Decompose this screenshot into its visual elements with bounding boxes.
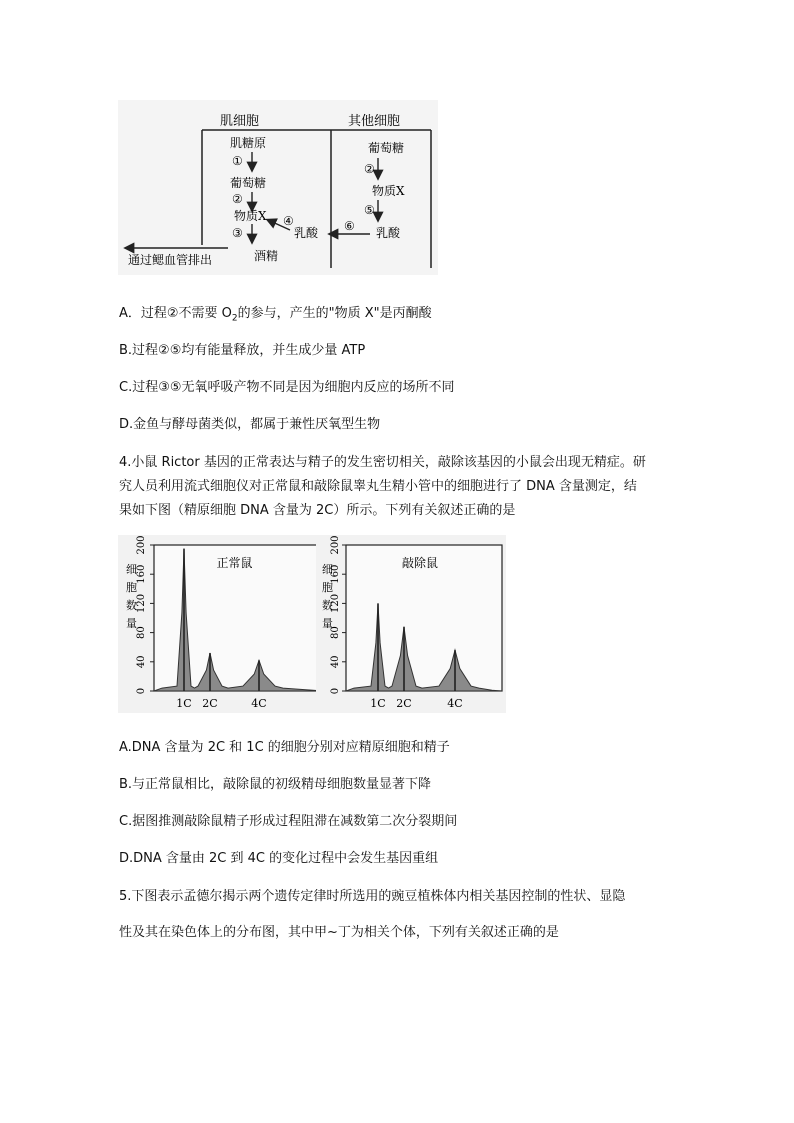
lactate-right-label: 乳酸 — [376, 226, 401, 240]
y-axis-label-char: 胞 — [322, 581, 333, 594]
y-axis-label-char: 细 — [322, 563, 333, 576]
x-tick-label: 4C — [447, 697, 463, 710]
q5-stem-line1: 5.下图表示孟德尔揭示两个遗传定律时所选用的豌豆植株体内相关基因控制的性状、显隐 — [119, 889, 626, 904]
y-tick-label: 40 — [330, 655, 341, 669]
chart-title: 正常鼠 — [216, 556, 253, 570]
y-tick-label: 120 — [330, 593, 341, 613]
chart-knockout-mouse — [316, 535, 506, 713]
step6-label: ⑥ — [344, 219, 355, 233]
y-axis-label-char: 量 — [126, 617, 137, 630]
chart-normal-mouse — [118, 535, 328, 713]
glucose-right-label: 葡萄糖 — [368, 141, 405, 155]
chart-knockout-mouse-svg — [316, 535, 506, 713]
step3-label: ③ — [232, 226, 243, 240]
chart-title: 敲除鼠 — [401, 556, 439, 570]
y-tick-label: 40 — [136, 655, 147, 669]
y-axis-label-char: 量 — [322, 617, 333, 630]
q4-stem-line2: 究人员利用流式细胞仪对正常鼠和敲除鼠睾丸生精小管中的细胞进行了 DNA 含量测定，结 — [119, 479, 637, 494]
x-tick-label: 4C — [251, 697, 267, 710]
metabolism-diagram-svg — [118, 100, 438, 275]
lactate-left-label: 乳酸 — [294, 226, 319, 240]
exit-label: 通过鳃血管排出 — [128, 253, 213, 267]
step2-left-label: ② — [232, 192, 243, 206]
chart-normal-mouse-svg — [118, 535, 328, 713]
y-tick-label: 0 — [136, 687, 147, 695]
q3-option-a — [119, 302, 432, 324]
y-tick-label: 160 — [330, 564, 341, 584]
substance-x-left-label: 物质X — [234, 209, 267, 223]
glycogen-label: 肌糖原 — [230, 136, 267, 150]
q4-option-a: A.DNA 含量为 2C 和 1C 的细胞分别对应精原细胞和精子 — [119, 740, 450, 755]
other-cell-label: 其他细胞 — [348, 114, 401, 129]
y-axis-label-char: 胞 — [126, 581, 137, 594]
q5-stem-line2: 性及其在染色体上的分布图，其中甲~丁为相关个体，下列有关叙述正确的是 — [119, 925, 559, 940]
step2-right-label: ② — [364, 162, 375, 176]
q4-option-b: B.与正常鼠相比，敲除鼠的初级精母细胞数量显著下降 — [119, 777, 432, 792]
y-tick-label: 160 — [136, 564, 147, 584]
q4-option-c: C.据图推测敲除鼠精子形成过程阻滞在减数第二次分裂期间 — [119, 814, 458, 829]
q3-option-b: B.过程②⑤均有能量释放，并生成少量 ATP — [119, 343, 366, 358]
q3-option-a-sub: 2 — [231, 313, 238, 324]
substance-x-right-label: 物质X — [372, 184, 405, 198]
q3-option-a-pre: A．过程②不需要 O — [119, 306, 232, 321]
y-tick-label: 200 — [136, 535, 147, 555]
y-tick-label: 80 — [330, 626, 341, 639]
step5-label: ⑤ — [364, 203, 375, 217]
q3-option-a-post: 的参与，产生的"物质 X"是丙酮酸 — [237, 306, 432, 321]
x-tick-label: 2C — [396, 697, 412, 710]
x-tick-label: 2C — [202, 697, 218, 710]
q4-stem-line3: 果如下图（精原细胞 DNA 含量为 2C）所示。下列有关叙述正确的是 — [119, 503, 516, 518]
q4-stem-line1: 4.小鼠 Rictor 基因的正常表达与精子的发生密切相关，敲除该基因的小鼠会出现无精症。研 — [119, 455, 646, 470]
y-axis-label-char: 数 — [126, 599, 137, 612]
x-tick-label: 1C — [176, 697, 192, 710]
alcohol-label: 酒精 — [254, 249, 279, 263]
metabolism-diagram — [118, 100, 438, 275]
muscle-cell-label: 肌细胞 — [220, 114, 260, 129]
q3-option-c: C.过程③⑤无氧呼吸产物不同是因为细胞内反应的场所不同 — [119, 380, 455, 395]
y-tick-label: 200 — [330, 535, 341, 555]
y-axis-label-char: 数 — [322, 599, 333, 612]
q4-option-d: D.DNA 含量由 2C 到 4C 的变化过程中会发生基因重组 — [119, 851, 439, 866]
x-tick-label: 1C — [370, 697, 386, 710]
y-axis-label-char: 细 — [126, 563, 137, 576]
step4-label: ④ — [283, 214, 294, 228]
q3-option-d: D.金鱼与酵母菌类似，都属于兼性厌氧型生物 — [119, 417, 381, 432]
y-tick-label: 0 — [330, 687, 341, 695]
step1-label: ① — [232, 154, 243, 168]
y-tick-label: 120 — [136, 593, 147, 613]
y-tick-label: 80 — [136, 626, 147, 639]
glucose-left-label: 葡萄糖 — [230, 176, 267, 190]
